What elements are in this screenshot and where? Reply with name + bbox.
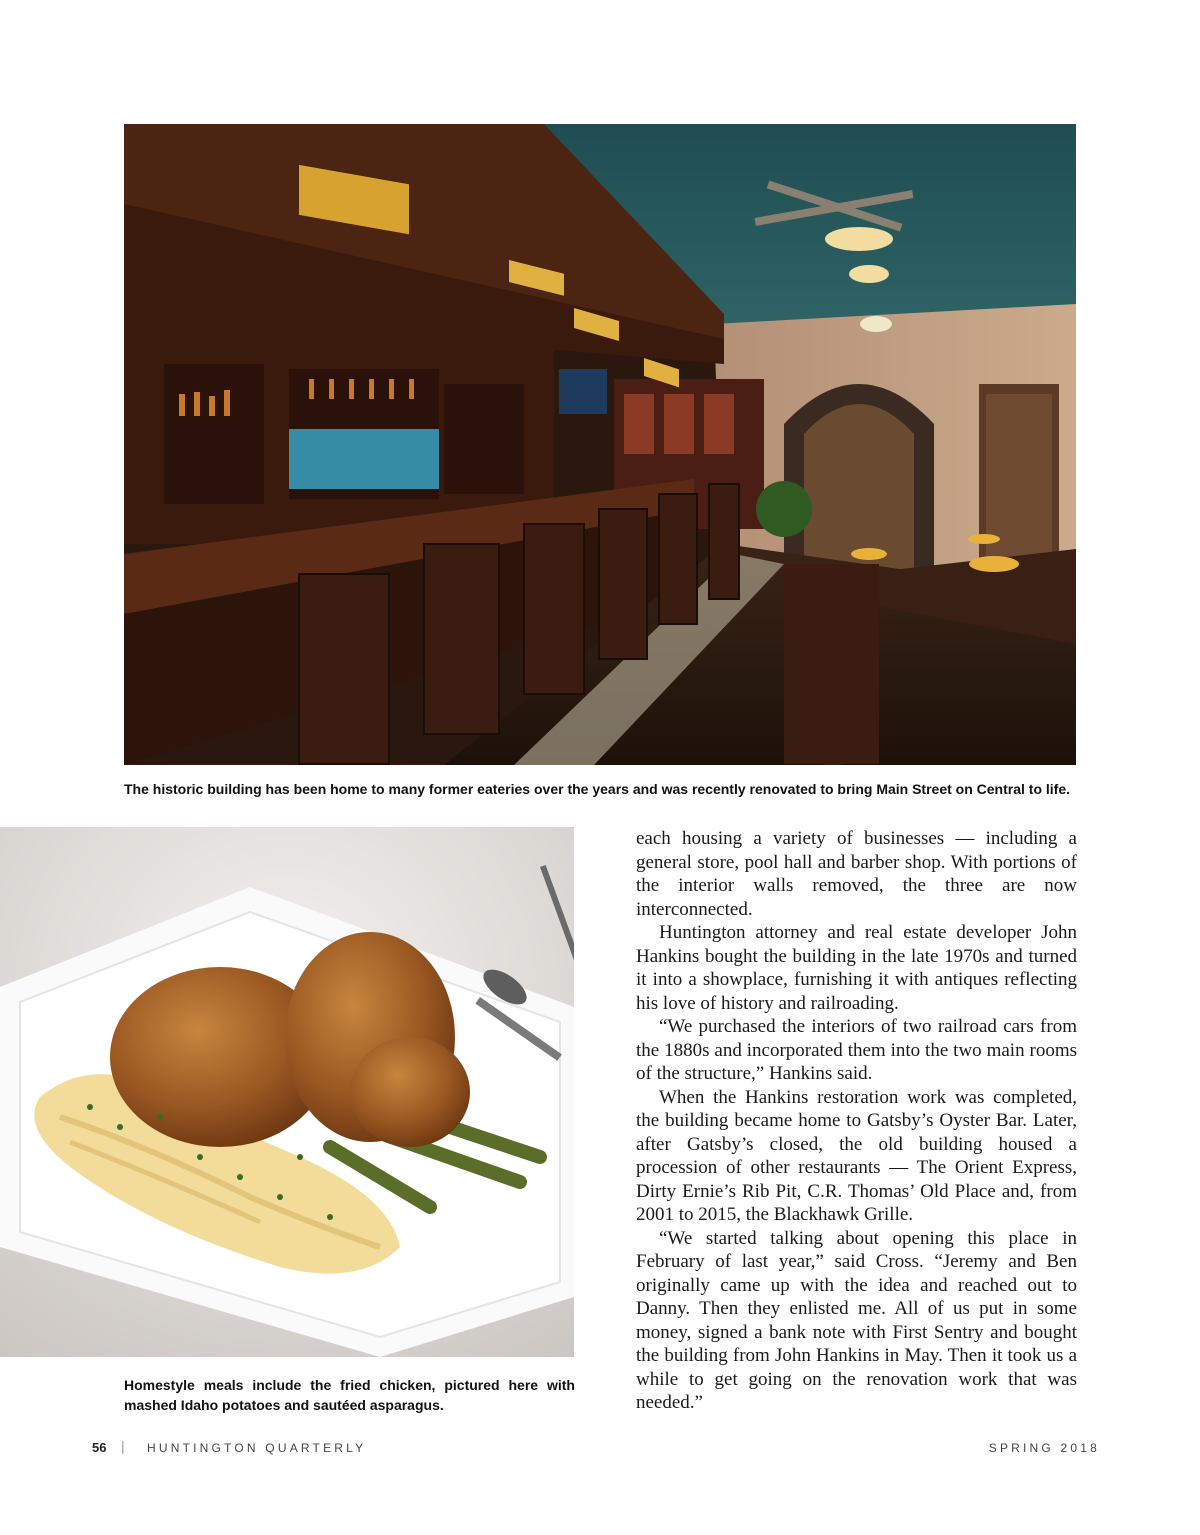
article-paragraph: each housing a variety of businesses — including a general store, pool hall and barber shop. With portions of the interior walls removed, the three are now interconnected. xyxy=(636,828,1077,920)
publication-name: HUNTINGTON QUARTERLY xyxy=(147,1441,367,1455)
article-body xyxy=(636,827,1077,1415)
fried-chicken-photo xyxy=(0,827,574,1357)
article-paragraph: When the Hankins restoration work was completed, the building became home to Gatsby’s Oyster Bar. Later, after Gatsby’s closed, the old building housed a procession of other restaurants — The Orient Express, Dirty Ernie’s Rib Pit, C.R. Thomas’ Old Place and, from 2001 to 2015, the Blackhawk Grille. xyxy=(636,1086,1077,1225)
bar-photo-caption: The historic building has been home to many former eateries over the years and was recently renovated to bring Main Street on Central to life. xyxy=(124,781,1071,797)
footer-separator: | xyxy=(121,1438,125,1454)
article-paragraph: “We purchased the interiors of two railroad cars from the 1880s and incorporated them into the two main rooms of the structure,” Hankins said. xyxy=(636,1016,1077,1084)
article-paragraph: Huntington attorney and real estate developer John Hankins bought the building in the late 1970s and turned it into a showplace, furnishing it with antiques reflecting his love of history and railroading. xyxy=(636,922,1077,1014)
bar-interior-photo xyxy=(124,124,1076,765)
page-number: 56 xyxy=(92,1440,107,1455)
food-photo-caption: Homestyle meals include the fried chicken, pictured here with mashed Idaho potatoes and sautéed asparagus. xyxy=(124,1377,575,1413)
article-paragraph: “We started talking about opening this place in February of last year,” said Cross. “Jeremy and Ben originally came up with the idea and reached out to Danny. Then they enlisted me. All of us put in some money, signed a bank note with First Sentry and bought the building from John Hankins in May. Then it took us a while to get going on the renovation work that was needed.” xyxy=(636,1227,1077,1413)
issue-label: SPRING 2018 xyxy=(988,1441,1100,1455)
